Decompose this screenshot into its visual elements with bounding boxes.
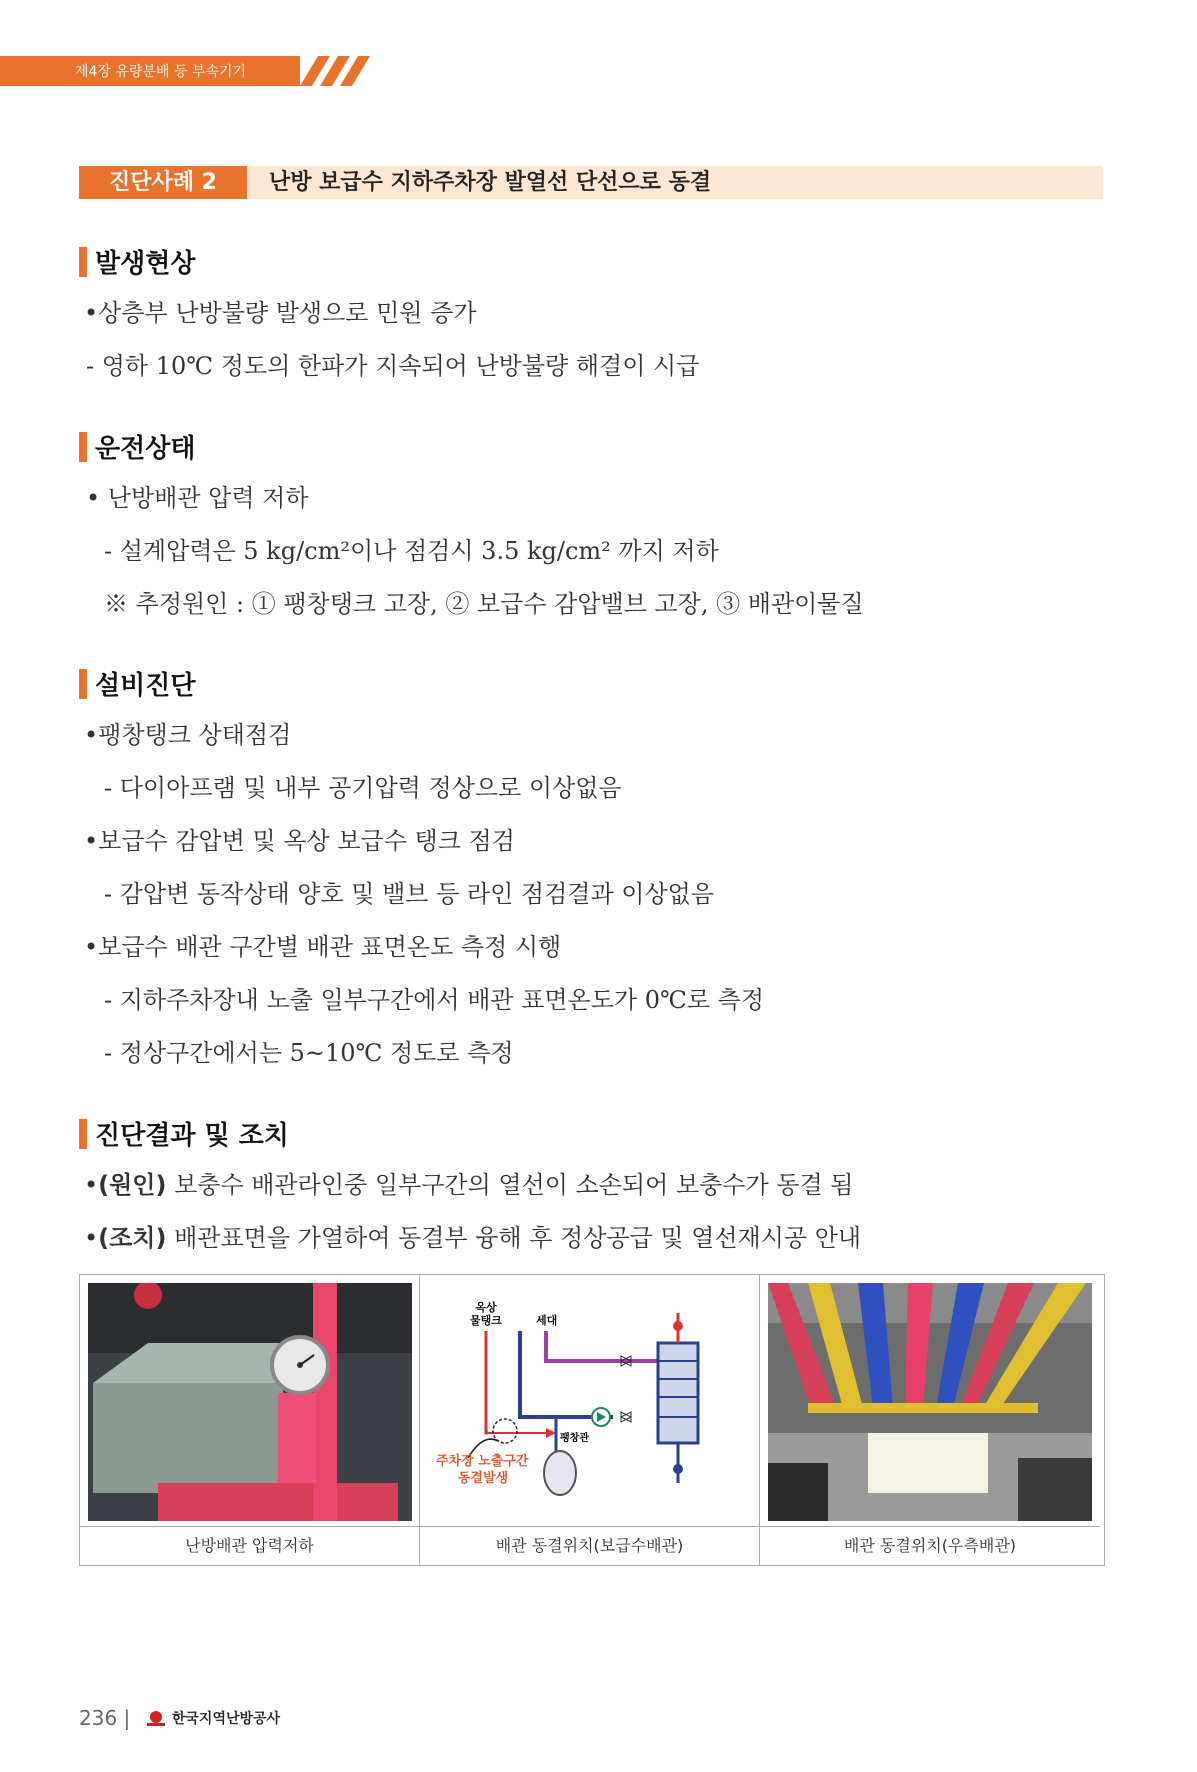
pressure-gauge-photo: [88, 1283, 412, 1521]
section-heading: 설비진단: [79, 665, 195, 699]
case-title-box: [79, 166, 1103, 199]
bullet-item: •팽창탱크 상태점검: [84, 721, 292, 749]
unit-label: 세대: [536, 1314, 558, 1327]
page-number: 236 |: [79, 1706, 131, 1730]
sub-item: - 설계압력은 5 kg/cm²이나 점검시 3.5 kg/cm² 까지 저하: [104, 537, 719, 565]
chapter-header: [0, 56, 300, 86]
bullet-item: •(조치) 배관표면을 가열하여 동결부 융해 후 정상공급 및 열선재시공 안내: [84, 1224, 862, 1252]
sub-item: - 정상구간에서는 5~10℃ 정도로 측정: [104, 1039, 514, 1067]
section-heading: 발생현상: [79, 243, 195, 277]
sub-item: - 감압변 동작상태 양호 및 밸브 등 라인 점검결과 이상없음: [104, 880, 714, 908]
parking-pipes-photo: [768, 1283, 1092, 1521]
section-heading: 운전상태: [79, 428, 195, 462]
section-heading: 진단결과 및 조치: [79, 1115, 289, 1149]
exp-label: 팽창관: [560, 1433, 589, 1444]
caption: 배관 동결위치(우측배관): [760, 1526, 1100, 1565]
sub-item: - 영하 10℃ 정도의 한파가 지속되어 난방불량 해결이 시급: [86, 352, 700, 380]
bullet-item: •상층부 난방불량 발생으로 민원 증가: [84, 299, 477, 327]
warn-label-2: 동결발생: [458, 1471, 509, 1486]
bullet-item: •보급수 감압변 및 옥상 보급수 탱크 점검: [84, 827, 515, 855]
photo-table: [79, 1274, 1105, 1566]
chapter-label: 제4장 유량분배 등 부속기기: [75, 64, 247, 80]
bullet-item: •보급수 배관 구간별 배관 표면온도 측정 시행: [84, 933, 562, 961]
bullet-item: •(원인) 보충수 배관라인중 일부구간의 열선이 소손되어 보충수가 동결 됨: [84, 1171, 854, 1199]
kdhc-logo-icon: [145, 1711, 167, 1727]
photo-cell: [420, 1275, 760, 1565]
tank-label-1: 옥상: [475, 1301, 497, 1314]
bullet-item: • 난방배관 압력 저하: [86, 484, 309, 512]
case-tag: 진단사례 2: [79, 166, 247, 199]
sub-item: - 지하주차장내 노출 일부구간에서 배관 표면온도가 0℃로 측정: [104, 986, 765, 1014]
caption: 배관 동결위치(보급수배관): [420, 1526, 759, 1565]
case-title: 난방 보급수 지하주차장 발열선 단선으로 동결: [269, 170, 712, 195]
note-item: ※ 추정원인 : ① 팽창탱크 고장, ② 보급수 감압밸브 고장, ③ 배관이물질: [104, 590, 864, 618]
org-logo: 한국지역난방공사: [145, 1708, 280, 1728]
header-stripes-icon: [300, 56, 380, 86]
photo-cell: [760, 1275, 1100, 1565]
tank-label-2: 물탱크: [470, 1314, 502, 1327]
caption: 난방배관 압력저하: [80, 1526, 419, 1565]
warn-label-1: 주차장 노출구간: [436, 1454, 529, 1469]
photo-cell: [80, 1275, 420, 1565]
freeze-diagram: [428, 1283, 752, 1521]
sub-item: - 다이아프램 및 내부 공기압력 정상으로 이상없음: [104, 774, 622, 802]
